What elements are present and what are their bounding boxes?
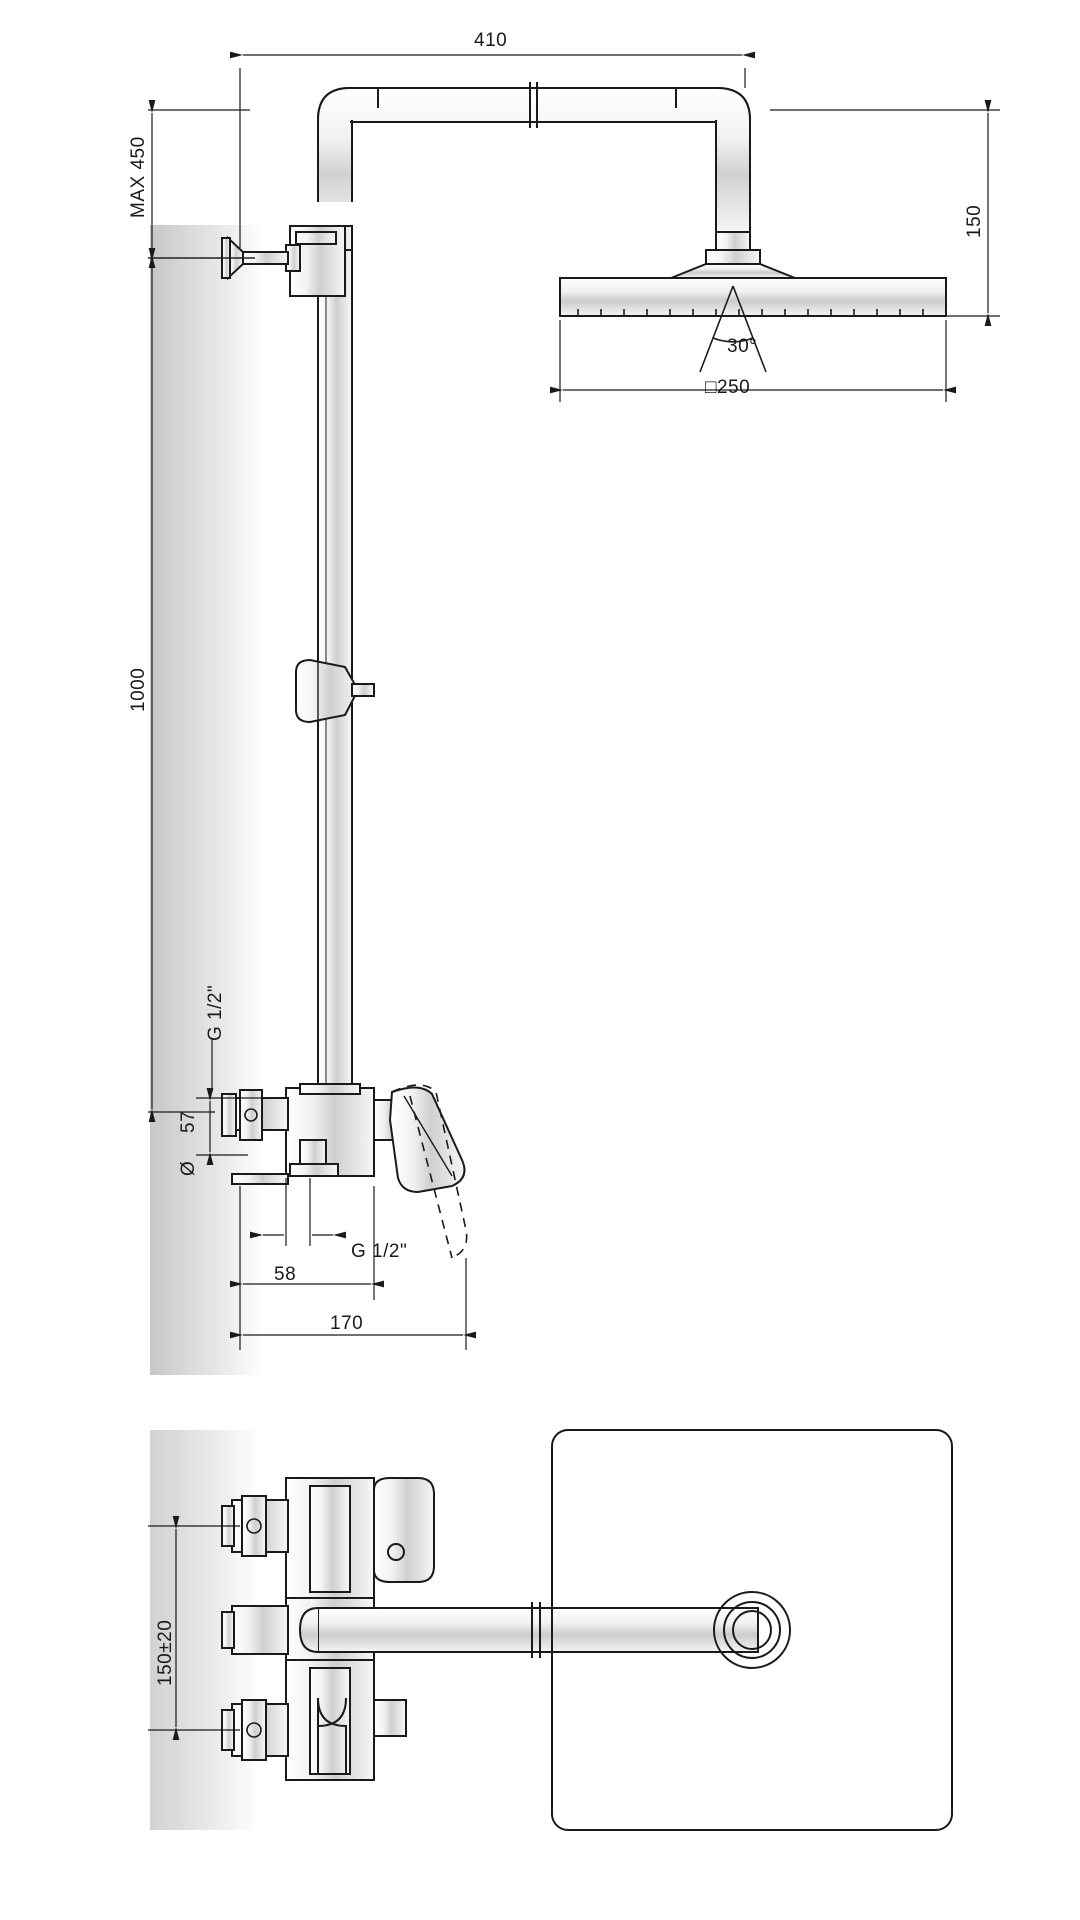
dim-57: 57 xyxy=(178,1110,199,1133)
dim-spray-angle: 30° xyxy=(727,336,758,357)
shower-arm xyxy=(318,82,750,232)
diverter-knob xyxy=(296,660,374,722)
wall-surface-elevation xyxy=(150,225,265,1375)
label-g-half-top: G 1/2" xyxy=(205,984,226,1041)
dim-58: 58 xyxy=(274,1264,297,1285)
dim-170: 170 xyxy=(330,1313,364,1334)
riser-pipe xyxy=(318,226,352,1090)
lever-handle xyxy=(390,1085,467,1258)
dim-150-plus-minus-20: 150±20 xyxy=(155,1619,176,1686)
symbol-diameter: Ø xyxy=(178,1160,199,1176)
dimension-lines-elevation xyxy=(148,55,1000,1350)
label-g-half-bottom: G 1/2" xyxy=(351,1241,408,1262)
dim-410: 410 xyxy=(474,30,508,51)
dim-head-size: □250 xyxy=(705,377,751,398)
dim-1000: 1000 xyxy=(128,667,149,712)
dim-max-450: MAX 450 xyxy=(128,136,149,218)
dim-150-head-drop: 150 xyxy=(964,204,985,238)
